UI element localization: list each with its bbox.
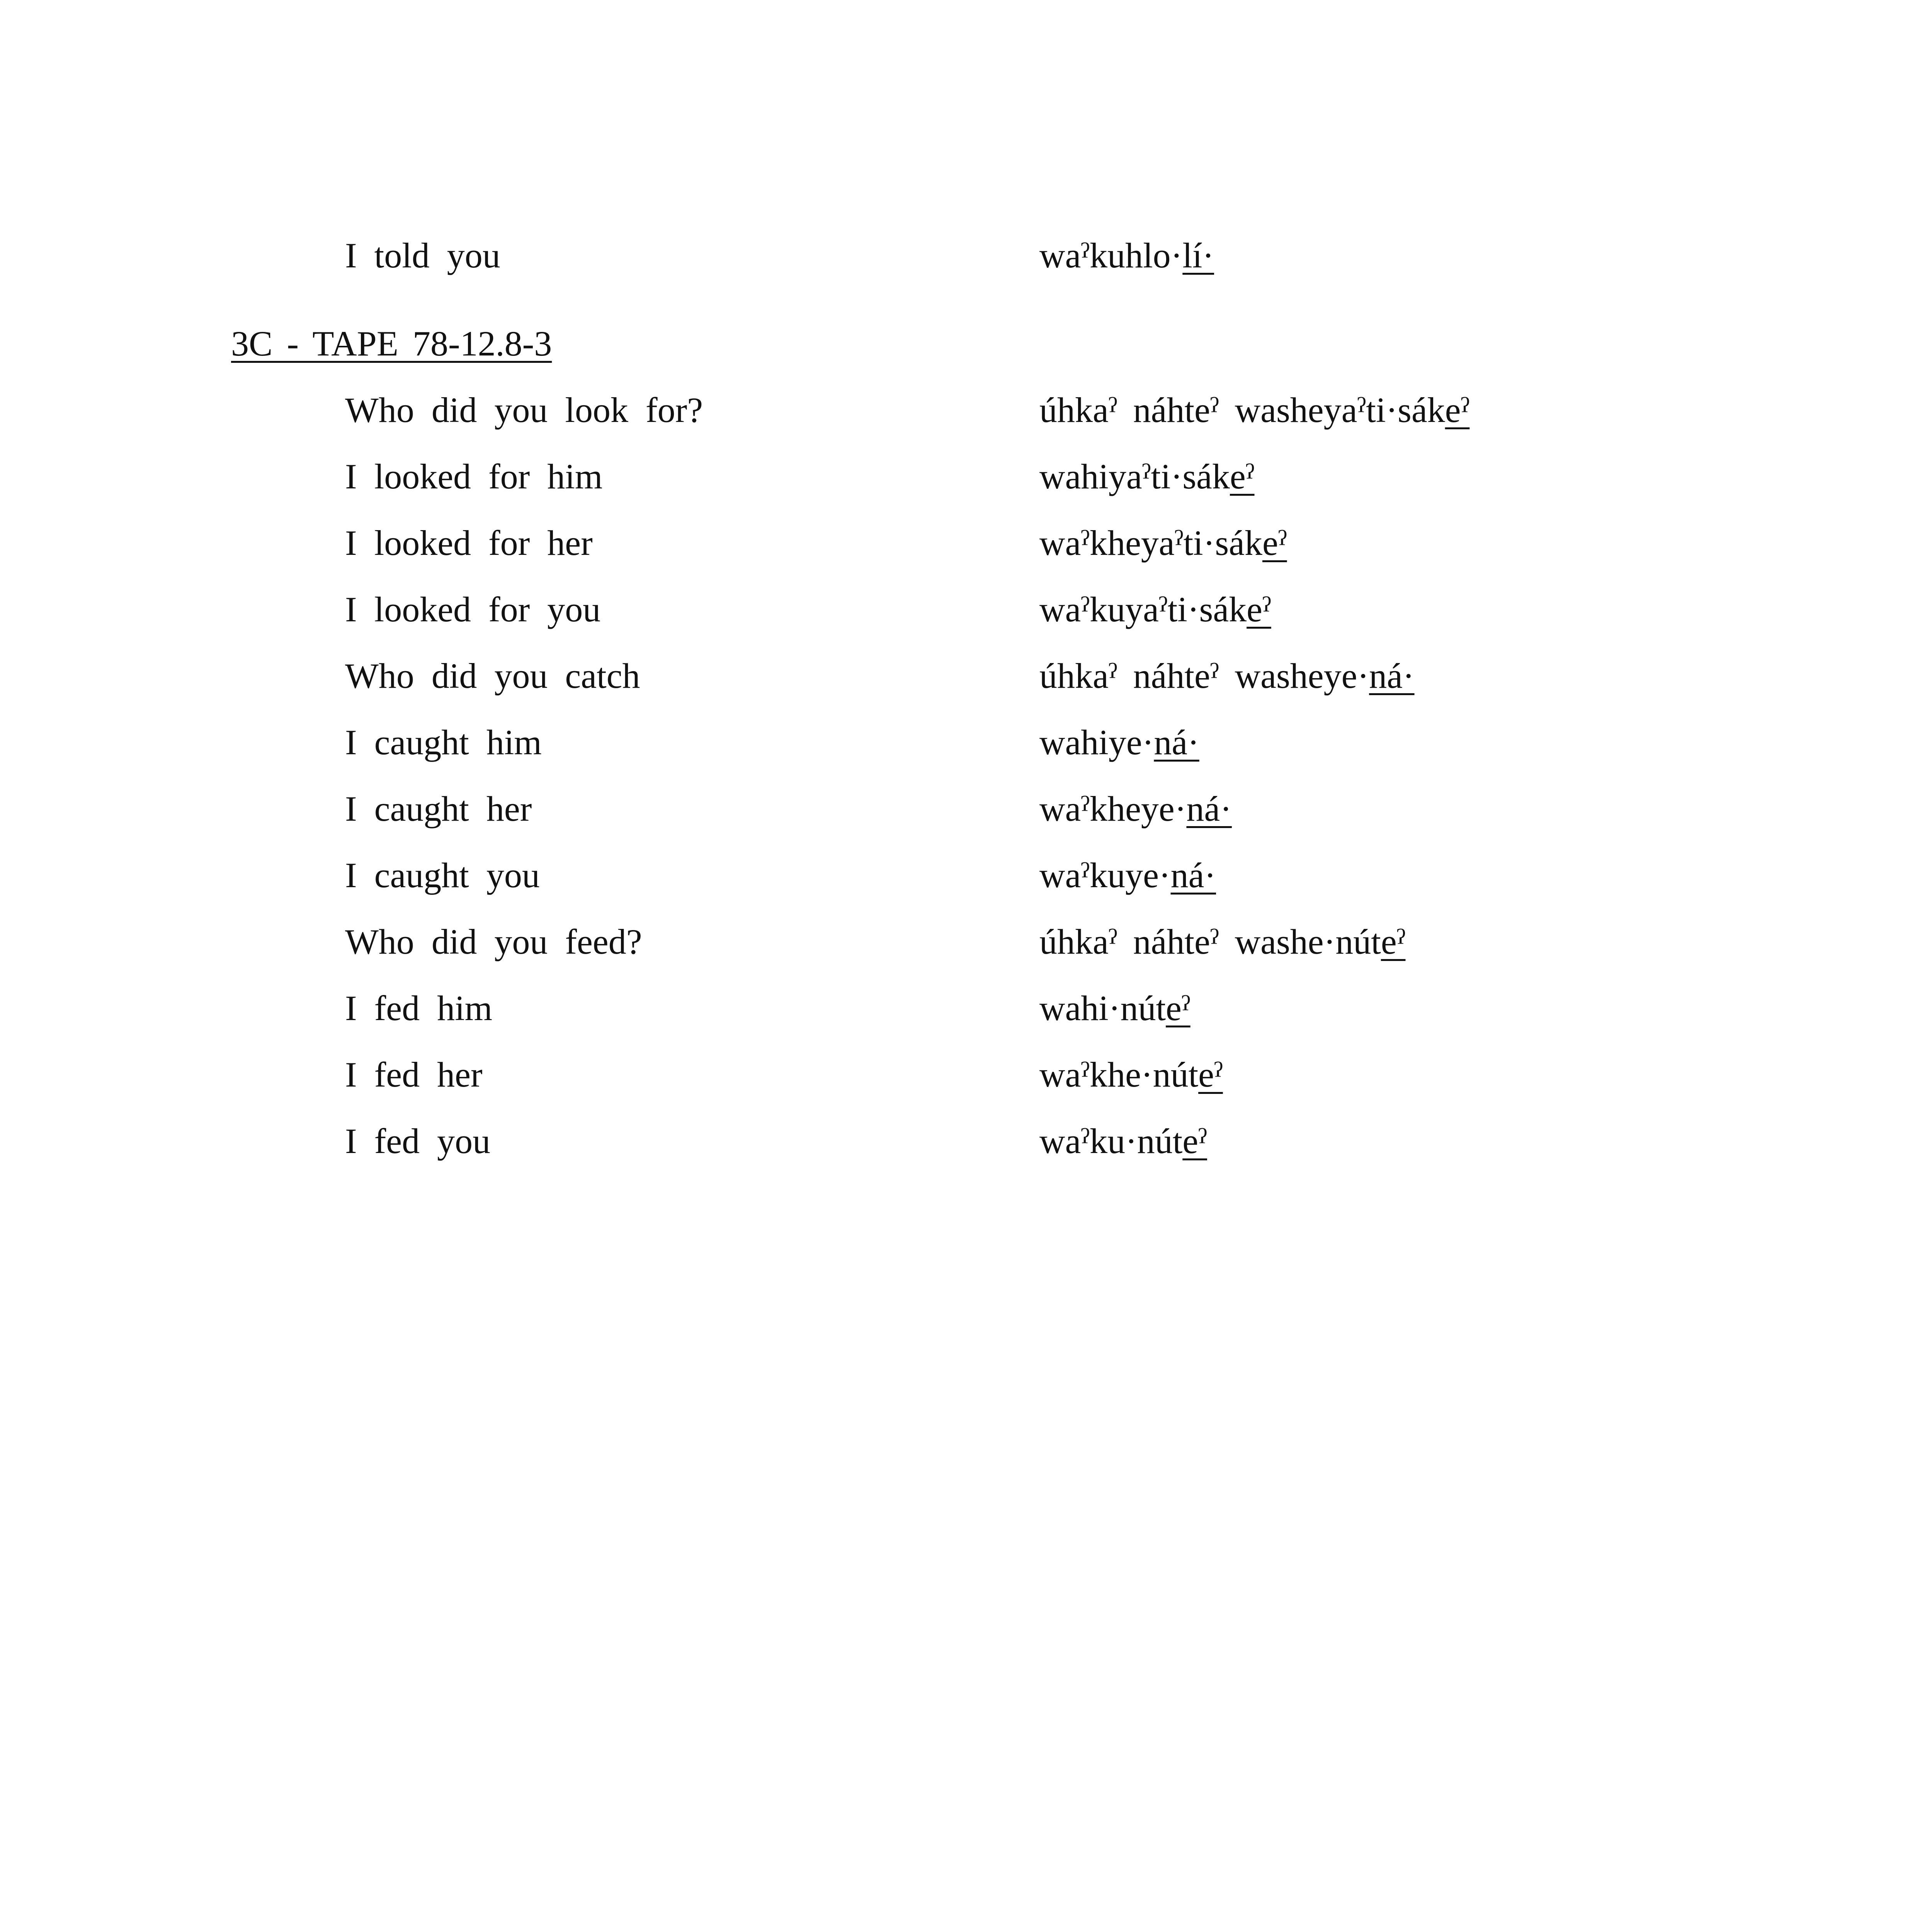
chickasaw-phrase [1039, 1116, 1207, 1166]
chickasaw-stem: waˀku·nút [1039, 1121, 1183, 1161]
chickasaw-phrase [1039, 983, 1190, 1033]
chickasaw-phrase [1039, 518, 1287, 568]
section-heading: 3C - TAPE 78-12.8-3 [231, 324, 552, 363]
chickasaw-stem: úhkaˀ náhteˀ washeyaˀti·sák [1039, 390, 1445, 430]
chickasaw-stem: waˀkheyaˀti·sák [1039, 523, 1262, 563]
chickasaw-underlined-suffix: ná· [1369, 656, 1415, 696]
translation-row [0, 850, 1932, 900]
chickasaw-underlined-suffix: eˀ [1182, 1121, 1207, 1161]
chickasaw-phrase [1039, 917, 1405, 967]
chickasaw-phrase [1039, 850, 1216, 900]
translation-row [0, 385, 1932, 435]
translation-row [0, 518, 1932, 568]
chickasaw-underlined-suffix: eˀ [1230, 457, 1255, 496]
english-phrase: I caught him [345, 723, 542, 762]
english-phrase: Who did you look for? [345, 390, 703, 430]
chickasaw-stem: wahiye· [1039, 723, 1154, 762]
translation-row [0, 917, 1932, 967]
chickasaw-underlined-suffix: lí· [1182, 236, 1214, 275]
translation-row [0, 1049, 1932, 1100]
english-phrase: I told you [345, 236, 500, 275]
translation-row [0, 230, 1932, 281]
translation-row [0, 983, 1932, 1033]
translation-row [0, 784, 1932, 834]
chickasaw-underlined-suffix: eˀ [1198, 1055, 1223, 1094]
chickasaw-underlined-suffix: eˀ [1445, 390, 1470, 430]
english-phrase: I caught you [345, 855, 540, 895]
translation-row [0, 584, 1932, 634]
english-phrase: Who did you catch [345, 656, 640, 696]
chickasaw-stem: wahiyaˀti·sák [1039, 457, 1230, 496]
chickasaw-phrase [1039, 230, 1214, 281]
chickasaw-underlined-suffix: ná· [1154, 723, 1199, 762]
chickasaw-phrase [1039, 584, 1271, 634]
chickasaw-stem: waˀkuye· [1039, 855, 1171, 895]
english-phrase: I looked for you [345, 590, 601, 629]
chickasaw-stem: úhkaˀ náhteˀ washe·nút [1039, 922, 1381, 961]
english-phrase: I fed him [345, 988, 493, 1028]
chickasaw-phrase [1039, 451, 1255, 502]
translation-row [0, 651, 1932, 701]
translation-row [0, 717, 1932, 767]
chickasaw-phrase [1039, 385, 1469, 435]
chickasaw-underlined-suffix: eˀ [1166, 988, 1190, 1028]
chickasaw-underlined-suffix: eˀ [1262, 523, 1287, 563]
chickasaw-stem: wahi·nút [1039, 988, 1166, 1028]
chickasaw-stem: waˀkheye· [1039, 789, 1187, 828]
chickasaw-phrase [1039, 651, 1415, 701]
translation-row [0, 451, 1932, 502]
chickasaw-stem: waˀkuyaˀti·sák [1039, 590, 1247, 629]
translation-row [0, 1116, 1932, 1166]
english-phrase: I looked for her [345, 523, 593, 563]
chickasaw-underlined-suffix: eˀ [1381, 922, 1406, 961]
chickasaw-stem: waˀkuhlo· [1039, 236, 1183, 275]
chickasaw-underlined-suffix: ná· [1170, 855, 1216, 895]
chickasaw-phrase [1039, 784, 1232, 834]
chickasaw-underlined-suffix: eˀ [1247, 590, 1271, 629]
english-phrase: I fed you [345, 1121, 491, 1161]
chickasaw-phrase [1039, 1049, 1223, 1100]
chickasaw-stem: waˀkhe·nút [1039, 1055, 1199, 1094]
chickasaw-stem: úhkaˀ náhteˀ washeye· [1039, 656, 1369, 696]
english-phrase: I fed her [345, 1055, 483, 1094]
english-phrase: Who did you feed? [345, 922, 642, 961]
english-phrase: I looked for him [345, 457, 603, 496]
chickasaw-underlined-suffix: ná· [1186, 789, 1232, 828]
section-heading-row [0, 318, 1932, 369]
english-phrase: I caught her [345, 789, 532, 828]
chickasaw-phrase [1039, 717, 1199, 767]
